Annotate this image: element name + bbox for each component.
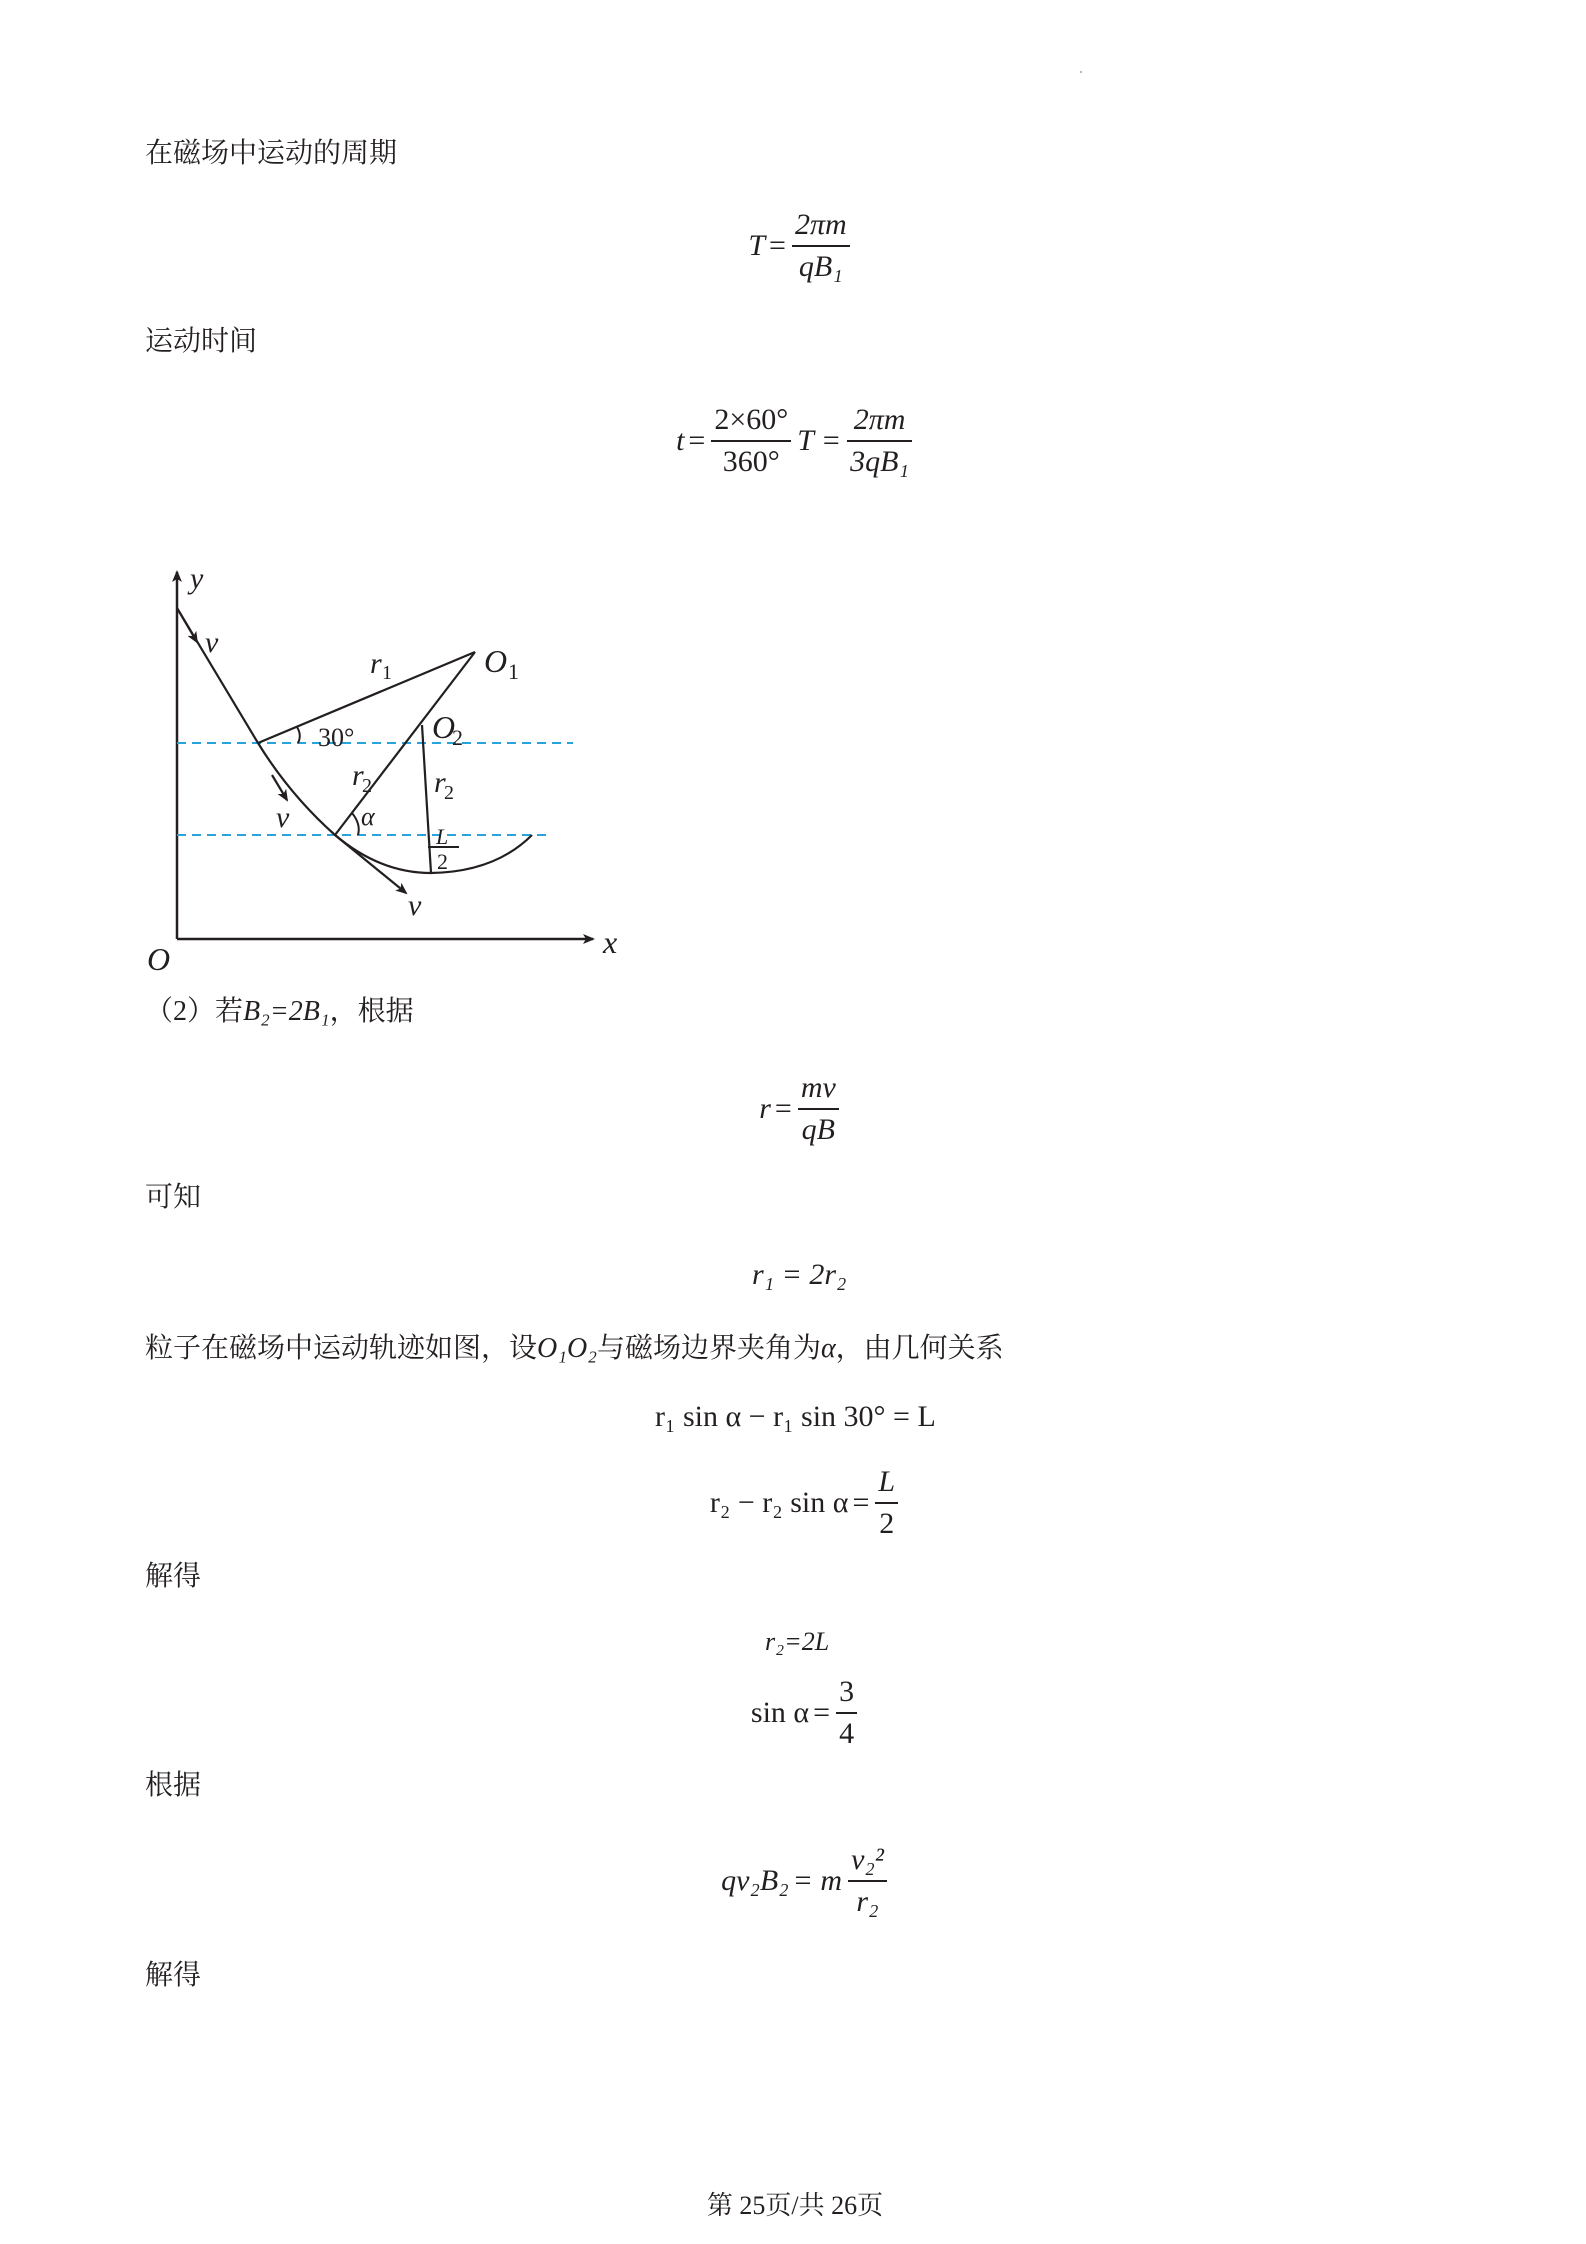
eq-lhs: T [748,229,766,262]
page-footer: 第 25页/共 26页 [706,2191,884,2220]
svg-text:v: v [205,626,219,659]
text-geometry-intro: 粒子在磁场中运动轨迹如图，设O₁O₂与磁场边界夹角为α，由几何关系 [145,1333,1004,1364]
radius-r2-vertical [422,725,431,873]
svg-text:r: r [370,647,382,680]
svg-text:2: 2 [437,849,448,874]
svg-text:O: O [432,709,456,745]
equation-r2-solution: r₂=2L [765,1627,830,1656]
v-arrow-1 [177,608,197,642]
text-therefore: 可知 [145,1182,202,1213]
text-solve-1: 解得 [145,1561,202,1592]
svg-text:L: L [436,824,449,849]
svg-text:α: α [361,802,375,831]
svg-text:y: y [190,562,204,595]
text-solve-2: 解得 [145,1960,202,1991]
svg-text:O: O [484,643,508,679]
svg-text:O: O [147,941,171,977]
text-part2-intro: （2）若B₂=2B₁，根据 [145,996,414,1027]
svg-text:r: r [434,766,446,799]
eq-fraction: $\frac{2\pi m}{\text{qB₁}}$ [792,205,850,287]
v-arrow-2 [272,775,287,800]
svg-text:2: 2 [444,782,454,804]
equation-time: t = $\frac{2\times 60^\circ}{360^\circ}$ T = $\frac{2\pi m}{\text{3qB₁}}$ [640,400,950,482]
text-time-intro: 运动时间 [145,326,258,357]
text-period-intro: 在磁场中运动的周期 [145,138,398,169]
equation-period [700,205,900,287]
equation-geometry-2: r₂ − r₂ sin α = $\frac{L}{2}$ [680,1462,930,1544]
equation-sin-solution: sin α = $\frac{3}{4}$ [730,1672,880,1754]
svg-text:1: 1 [382,662,392,684]
scan-dot [1080,71,1082,73]
svg-text:r: r [352,759,364,792]
trajectory-curve [258,743,532,873]
equation-geometry-1: r₁ sin α − r₁ sin 30° = L [655,1400,936,1433]
svg-text:2: 2 [452,725,463,750]
v-arrow-3 [335,835,406,893]
eq-sign: = [769,229,786,262]
svg-text:x: x [603,924,618,960]
equation-radius: r = $\frac{mv}{qB}$ [700,1068,900,1150]
equation-lorentz-force: qv₂B₂ = m $\frac{\text{v₂²}}{\text{r₂}}$ [700,1840,910,1922]
trajectory-diagram [130,540,650,990]
angle-30-arc [297,727,300,743]
svg-text:30°: 30° [318,723,355,752]
svg-text:2: 2 [362,775,372,797]
text-according: 根据 [145,1770,202,1801]
svg-text:v: v [408,889,422,922]
angle-alpha-arc [352,813,359,835]
equation-radius-ratio: r₁ = 2r₂ [752,1258,847,1291]
svg-text:1: 1 [508,659,519,684]
svg-text:v: v [276,801,290,834]
